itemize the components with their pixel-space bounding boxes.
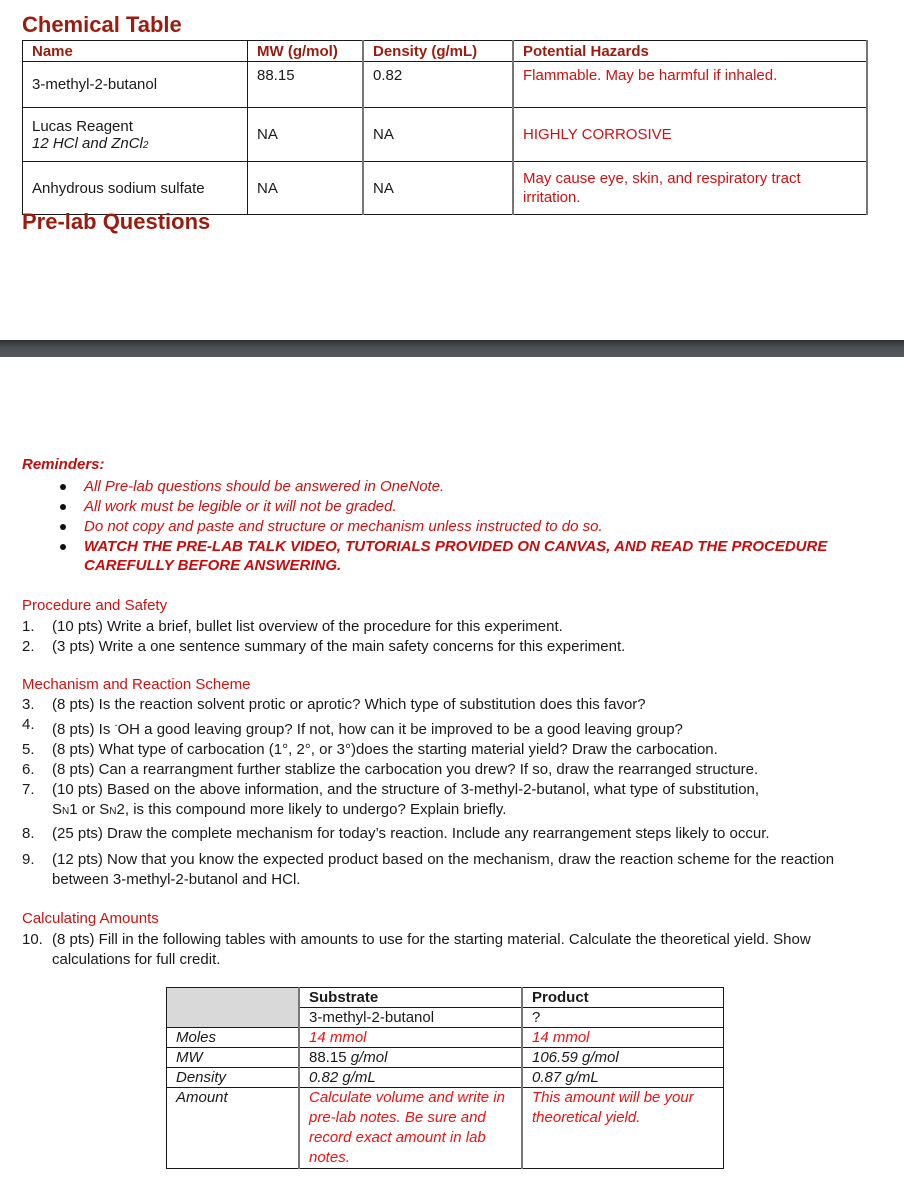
product-mw: 106.59 g/mol — [522, 1048, 724, 1068]
chemical-hazards: Flammable. May be harmful if inhaled. — [513, 62, 867, 108]
bullet-icon — [60, 544, 66, 550]
substrate-density: 0.82 g/mL — [299, 1068, 522, 1088]
question-number: 5. — [22, 741, 35, 758]
bullet-icon — [60, 504, 66, 510]
calculating-questions — [22, 930, 882, 970]
bullet-icon — [60, 484, 66, 490]
header-hazards: Potential Hazards — [513, 41, 867, 62]
header-density: Density (g/mL) — [363, 41, 513, 62]
reminder-text: WATCH THE PRE-LAB TALK VIDEO, TUTORIALS PROVIDED ON CANVAS, AND READ THE PROCEDURE CAREFULLY BEFORE ANSWERING. — [84, 538, 828, 574]
table-row — [23, 162, 868, 215]
chemical-hazards: HIGHLY CORROSIVE — [513, 108, 867, 162]
substrate-name: 3-methyl-2-butanol — [299, 1008, 522, 1028]
question-item — [22, 617, 882, 637]
row-label: MW — [167, 1048, 300, 1068]
chemical-mw: NA — [248, 162, 364, 215]
header-name: Name — [23, 41, 248, 62]
question-item — [22, 850, 842, 890]
question-number: 4. — [22, 716, 35, 733]
chemical-name-cell — [23, 108, 248, 162]
question-text: OH a good leaving group? If not, how can it be improved to be a good leaving group? — [117, 721, 683, 738]
chemical-formula-text: 12 HCl and ZnCl — [32, 134, 143, 152]
procedure-questions — [22, 617, 882, 657]
chemical-density: NA — [363, 162, 513, 215]
chemical-name: Lucas Reagent — [32, 117, 133, 135]
question-item — [22, 637, 882, 657]
mechanism-questions — [22, 695, 872, 890]
chemical-formula — [32, 135, 238, 152]
question-text: (8 pts) Fill in the following tables with amounts to use for the starting material. Calculate the theoretical yield. Show calculations for full credit. — [52, 931, 811, 968]
product-amount: This amount will be your theoretical yield. — [522, 1088, 724, 1169]
question-item — [22, 695, 872, 715]
substrate-mw-cell — [299, 1048, 522, 1068]
question-item — [22, 715, 872, 740]
reminder-item — [60, 497, 880, 517]
substrate-moles: 14 mmol — [299, 1028, 522, 1048]
prelab-questions-title: Pre-lab Questions — [22, 209, 211, 234]
chemical-density: 0.82 — [363, 62, 513, 108]
question-text: (8 pts) Is the reaction solvent protic or aprotic? Which type of substitution does this favor? — [52, 696, 646, 713]
procedure-safety-title: Procedure and Safety — [22, 597, 168, 614]
product-density: 0.87 g/mL — [522, 1068, 724, 1088]
substrate-header: Substrate — [299, 988, 522, 1008]
header-mw: MW (g/mol) — [248, 41, 364, 62]
question-text: (8 pts) Can a rearrangment further stablize the carbocation you drew? If so, draw the rearranged structure. — [52, 761, 759, 778]
amounts-table — [166, 987, 724, 1169]
page-divider-band — [0, 340, 904, 357]
question-text: (10 pts) Based on the above information, and the structure of 3-methyl-2-butanol, what type of substitution, — [52, 781, 760, 798]
table-row — [23, 108, 868, 162]
table-row — [167, 1088, 724, 1169]
chemical-hazards: May cause eye, skin, and respiratory tract irritation. — [513, 162, 867, 215]
question-number: 1. — [22, 618, 35, 635]
question-text: (10 pts) Write a brief, bullet list overview of the procedure for this experiment. — [52, 618, 563, 635]
question-item — [22, 823, 872, 844]
row-label: Moles — [167, 1028, 300, 1048]
reminders-title: Reminders: — [22, 456, 105, 473]
reminder-text: All work must be legible or it will not be graded. — [84, 498, 397, 515]
table-row — [167, 1048, 724, 1068]
calculating-title: Calculating Amounts — [22, 910, 159, 927]
question-text: 1 or S — [69, 801, 110, 818]
chemical-formula-subscript: 2 — [142, 139, 149, 151]
reminder-text: Do not copy and paste and structure or mechanism unless instructed to do so. — [84, 518, 603, 535]
mechanism-title: Mechanism and Reaction Scheme — [22, 676, 251, 693]
question-item — [22, 930, 882, 970]
question-item — [22, 760, 872, 780]
row-label: Amount — [167, 1088, 300, 1169]
reminders-list — [60, 477, 880, 575]
question-item — [22, 780, 872, 822]
question-item — [22, 740, 872, 760]
table-corner-cell — [167, 988, 300, 1028]
reminder-text: All Pre-lab questions should be answered in OneNote. — [84, 478, 445, 495]
chemical-mw: 88.15 — [248, 62, 364, 108]
substrate-mw-unit: g/mol — [350, 1049, 388, 1066]
chemical-name: Anhydrous sodium sulfate — [23, 162, 248, 215]
sn-subscript: N — [109, 806, 117, 817]
table-row — [167, 988, 724, 1008]
question-number: 9. — [22, 851, 35, 868]
question-number: 7. — [22, 781, 35, 798]
row-label: Density — [167, 1068, 300, 1088]
reminder-item — [60, 517, 880, 537]
chemical-name: 3-methyl-2-butanol — [23, 62, 248, 108]
question-number: 10. — [22, 931, 43, 948]
substrate-mw: 88.15 — [309, 1049, 351, 1066]
charge-superscript: - — [114, 720, 118, 730]
question-text: (3 pts) Write a one sentence summary of the main safety concerns for this experiment. — [52, 638, 626, 655]
question-text: (8 pts) What type of carbocation (1°, 2°, or 3°)does the starting material yield? Draw the carbocation. — [52, 741, 718, 758]
reminder-item — [60, 537, 844, 575]
question-text: (12 pts) Now that you know the expected product based on the mechanism, draw the reaction scheme for the reaction between 3-methyl-2-butanol and HCl. — [52, 851, 835, 888]
question-number: 8. — [22, 825, 35, 842]
table-row — [167, 1068, 724, 1088]
question-number: 2. — [22, 638, 35, 655]
bullet-icon — [60, 524, 66, 530]
question-number: 6. — [22, 761, 35, 778]
chemical-mw: NA — [248, 108, 364, 162]
sn-label: S — [52, 801, 63, 818]
substrate-amount: Calculate volume and write in pre-lab notes. Be sure and record exact amount in lab notes. — [299, 1088, 522, 1169]
product-header: Product — [522, 988, 724, 1008]
question-text: (8 pts) Is — [52, 721, 115, 738]
product-moles: 14 mmol — [522, 1028, 724, 1048]
table-row — [23, 62, 868, 108]
question-number: 3. — [22, 696, 35, 713]
chemical-table — [22, 40, 868, 215]
table-row — [167, 1028, 724, 1048]
sn-subscript: N — [62, 806, 70, 817]
question-text: 2, is this compound more likely to undergo? Explain briefly. — [116, 801, 507, 818]
chemical-density: NA — [363, 108, 513, 162]
chemical-table-header-row — [23, 41, 868, 62]
chemical-table-title: Chemical Table — [22, 12, 182, 37]
product-name: ? — [522, 1008, 724, 1028]
question-text: (25 pts) Draw the complete mechanism for today’s reaction. Include any rearrangement steps likely to occur. — [52, 825, 770, 842]
reminder-item — [60, 477, 880, 497]
